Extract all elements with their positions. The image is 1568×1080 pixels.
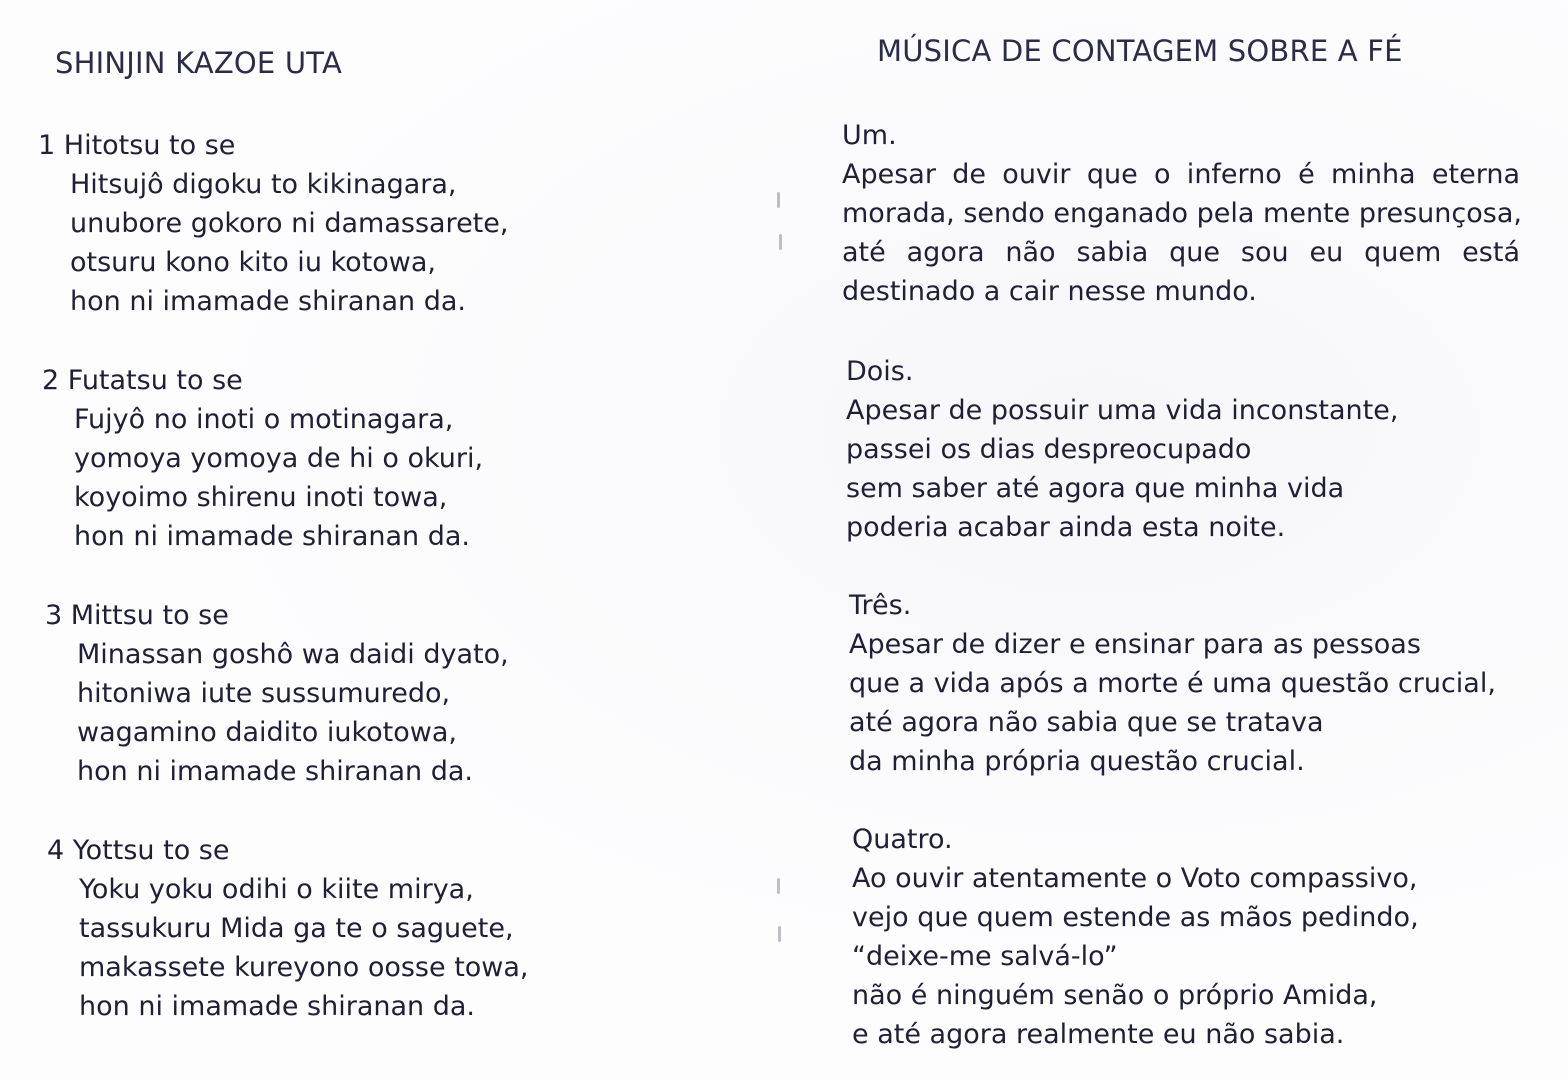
left-stanza-2-line-2: yomoya yomoya de hi o okuri, (74, 443, 484, 474)
binding-mark (778, 926, 781, 942)
right-stanza-2 (846, 352, 1398, 547)
left-stanza-3-line-1: Minassan goshô wa daidi dyato, (77, 639, 509, 670)
right-stanza-2-line-1: Apesar de possuir uma vida inconstante, (846, 395, 1399, 426)
left-stanza-2-line-4: hon ni imamade shiranan da. (74, 521, 470, 552)
left-stanza-3 (45, 596, 509, 791)
left-stanza-1-line-1: Hitsujô digoku to kikinagara, (70, 169, 457, 200)
right-stanza-4-line-4: não é ninguém senão o próprio Amida, (852, 980, 1378, 1011)
right-stanza-2-line-4: poderia acabar ainda esta noite. (846, 512, 1286, 543)
right-title: MÚSICA DE CONTAGEM SOBRE A FÉ (877, 34, 1403, 68)
left-stanza-2 (42, 361, 483, 556)
right-stanza-4-head: Quatro. (852, 824, 953, 855)
right-stanza-2-line-3: sem saber até agora que minha vida (846, 473, 1345, 504)
right-stanza-2-line-2: passei os dias despreocupado (846, 434, 1252, 465)
left-stanza-1-line-4: hon ni imamade shiranan da. (70, 286, 466, 317)
binding-mark (777, 192, 780, 208)
right-stanza-1-head: Um. (842, 120, 897, 151)
right-stanza-3-line-1: Apesar de dizer e ensinar para as pessoas (849, 629, 1421, 660)
right-stanza-4 (852, 820, 1419, 1054)
left-stanza-3-line-2: hitoniwa iute sussumuredo, (77, 678, 451, 709)
right-stanza-3 (849, 586, 1496, 781)
left-stanza-2-line-3: koyoimo shirenu inoti towa, (74, 482, 448, 513)
right-stanza-4-line-5: e até agora realmente eu não sabia. (852, 1019, 1345, 1050)
binding-mark (779, 234, 782, 250)
right-stanza-1-line-4: destinado a cair nesse mundo. (842, 276, 1257, 307)
right-stanza-3-head: Três. (849, 590, 912, 621)
left-stanza-1-line-2: unubore gokoro ni damassarete, (70, 208, 509, 239)
left-stanza-4-line-4: hon ni imamade shiranan da. (79, 991, 475, 1022)
left-stanza-3-line-3: wagamino daidito iukotowa, (77, 717, 457, 748)
left-stanza-4-line-1: Yoku yoku odihi o kiite mirya, (79, 874, 474, 905)
right-stanza-1-line-2: morada, sendo enganado pela mente presunçosa, (842, 198, 1522, 229)
right-stanza-4-line-3: “deixe-me salvá-lo” (852, 941, 1118, 972)
left-stanza-1 (38, 126, 508, 321)
right-stanza-3-line-2: que a vida após a morte é uma questão crucial, (849, 668, 1496, 699)
left-stanza-2-line-1: Fujyô no inoti o motinagara, (74, 404, 454, 435)
left-stanza-1-line-3: otsuru kono kito iu kotowa, (70, 247, 437, 278)
left-stanza-4-head: 4 Yottsu to se (47, 835, 230, 866)
left-stanza-2-head: 2 Futatsu to se (42, 365, 243, 396)
left-stanza-3-line-4: hon ni imamade shiranan da. (77, 756, 473, 787)
right-stanza-4-line-1: Ao ouvir atentamente o Voto compassivo, (852, 863, 1418, 894)
left-stanza-1-head: 1 Hitotsu to se (38, 130, 236, 161)
left-title: SHINJIN KAZOE UTA (55, 46, 342, 80)
left-stanza-3-head: 3 Mittsu to se (45, 600, 229, 631)
left-stanza-4-line-2: tassukuru Mida ga te o saguete, (79, 913, 514, 944)
right-stanza-2-head: Dois. (846, 356, 914, 387)
right-stanza-4-line-2: vejo que quem estende as mãos pedindo, (852, 902, 1419, 933)
right-stanza-3-line-4: da minha própria questão crucial. (849, 746, 1305, 777)
left-stanza-4 (47, 831, 529, 1026)
left-stanza-4-line-3: makassete kureyono oosse towa, (79, 952, 529, 983)
right-stanza-1 (842, 116, 1522, 311)
right-stanza-3-line-3: até agora não sabia que se tratava (849, 707, 1324, 738)
right-stanza-1-line-1: Apesar de ouvir que o inferno é minha eterna (842, 159, 1520, 190)
right-stanza-1-line-3: até agora não sabia que sou eu quem está (842, 237, 1520, 268)
binding-mark (777, 878, 780, 894)
